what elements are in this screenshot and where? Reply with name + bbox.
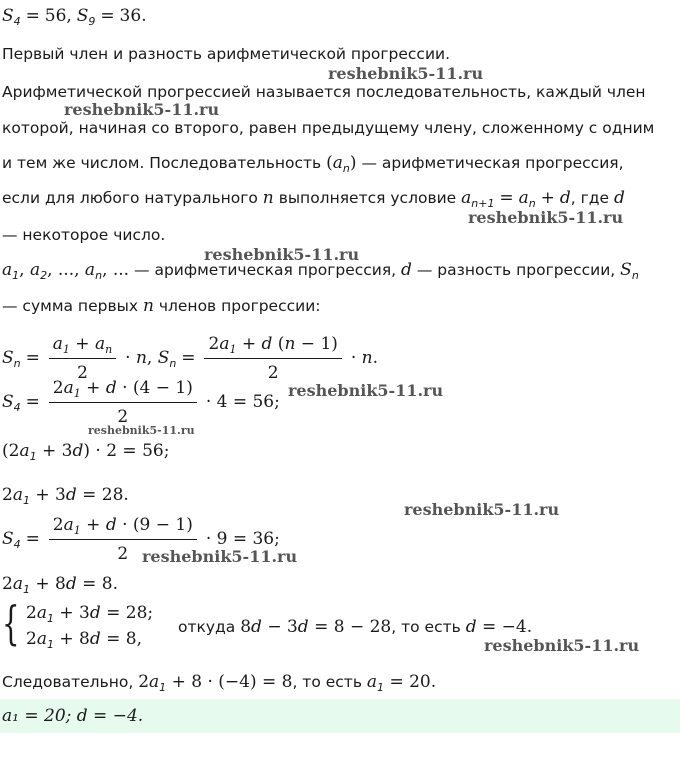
watermark: reshebnik5-11.ru [88,424,195,437]
s9-equation: $S_4$ = $\frac{2a_1 + d \cdot (9 - 1)}{2}$ · 9 = 36; [2,515,280,564]
definition-line-2: которой, начиная со второго, равен предыдущему члену, сложенному с одним [2,119,655,137]
eq-step-3: $2a_1 + 8d = 8$. [2,574,119,596]
notation-line-1: $a_1$, $a_2$, ..., $a_n$, ... — арифметическая прогрессия, d — разность прогрессии, $S_n$ [2,260,639,282]
definition-line-1: Арифметической прогрессией называется последовательность, каждый член [2,83,646,101]
watermark: reshebnik5-11.ru [204,245,360,264]
watermark: reshebnik5-11.ru [484,636,640,655]
watermark: reshebnik5-11.ru [142,547,298,566]
answer-box [0,699,680,733]
eq-step-1: $(2a_1 + 3d) \cdot 2 = 56$; [2,441,170,463]
task-statement: Первый член и разность арифметической прогрессии. [2,45,451,63]
definition-line-3: и тем же числом. Последовательность $(a_n)$ — арифметическая прогрессия, [2,153,624,175]
s4-equation: $S_4$ = $\frac{2a_1 + d \cdot (4 - 1)}{2}$ · 4 = 56; [2,378,280,427]
system-result: откуда 8d − 3d = 8 − 28, то есть d = −4. [178,617,533,637]
given-line: $S_4 = 56$, $S_9 = 36$. [2,6,147,28]
definition-line-5: — некоторое число. [2,226,166,244]
eq-step-2: $2a_1 + 3d = 28$. [2,485,129,507]
watermark: reshebnik5-11.ru [288,381,444,400]
watermark: reshebnik5-11.ru [468,208,624,227]
definition-line-4: если для любого натурального n выполняется условие $a_{n+1} = a_n + d$, где d [2,188,625,210]
watermark: reshebnik5-11.ru [64,100,220,119]
sum-formula: $S_n$ = $\frac{a_1 + a_n}{2}$ · n, $S_n$ = $\frac{2a_1 + d (n - 1)}{2}$ · n. [2,334,379,383]
notation-line-2: — сумма первых n членов прогрессии: [2,296,321,316]
answer-text: a₁ = 20; d = −4. [2,706,144,726]
system-eq-1: $2a_1 + 3d = 28$; [26,603,154,625]
conclusion-line: Следовательно, $2a_1 + 8 \cdot (-4) = 8$, то есть $a_1 = 20$. [2,672,437,694]
system-brace: { [2,596,20,650]
system-eq-2: $2a_1 + 8d = 8$, [26,629,143,651]
watermark: reshebnik5-11.ru [328,64,484,83]
watermark: reshebnik5-11.ru [404,500,560,519]
